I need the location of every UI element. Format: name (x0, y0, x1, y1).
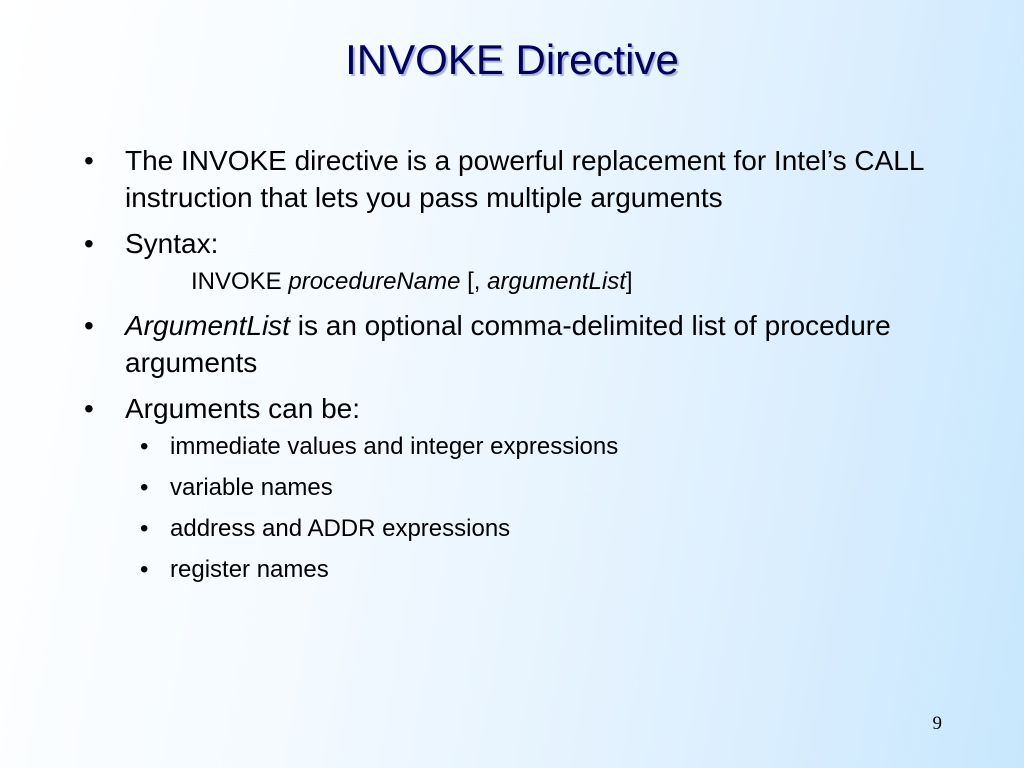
bullet-marker: • (84, 228, 94, 259)
bullet-marker: • (84, 310, 94, 341)
argument-kinds-list (84, 432, 944, 585)
bullet-text: The INVOKE directive is a powerful replacement for Intel’s CALL instruction that lets you pass multiple arguments (125, 145, 924, 213)
sub-bullet-marker: • (140, 556, 149, 583)
sub-bullet-variable-names (84, 473, 944, 503)
sub-bullet-marker: • (140, 515, 149, 542)
sub-bullet-text: address and ADDR expressions (170, 515, 511, 542)
sub-bullet-text: variable names (170, 474, 333, 501)
syntax-keyword: INVOKE (191, 268, 289, 295)
page-number: 9 (932, 713, 942, 734)
bullet-text: Syntax: (125, 228, 219, 259)
bullet-invoke-description (84, 142, 944, 216)
bullet-arguments (84, 390, 944, 427)
syntax-close-bracket: ] (625, 268, 633, 295)
bullet-text: Arguments can be: (125, 393, 361, 424)
argumentlist-description: is an optional comma-delimited list of procedure arguments (125, 310, 891, 378)
bullet-marker: • (84, 145, 94, 176)
sub-bullet-register-names (84, 555, 944, 585)
sub-bullet-text: immediate values and integer expressions (170, 433, 619, 460)
bullet-text (125, 310, 891, 378)
syntax-procedure-name: procedureName (288, 268, 461, 295)
syntax-separator: [, (460, 268, 488, 295)
bullet-syntax (84, 225, 944, 262)
syntax-line (84, 267, 944, 297)
sub-bullet-immediate-values (84, 432, 944, 462)
bullet-argumentlist (84, 307, 944, 381)
sub-bullet-marker: • (140, 474, 149, 501)
slide-title: INVOKE Directive (345, 36, 679, 83)
bullet-marker: • (84, 393, 94, 424)
argumentlist-term: ArgumentList (125, 310, 290, 341)
sub-bullet-text: register names (170, 556, 329, 583)
sub-bullet-marker: • (140, 433, 149, 460)
slide-body (84, 142, 944, 596)
syntax-argument-list: argumentList (487, 268, 626, 295)
sub-bullet-address-expressions (84, 514, 944, 544)
